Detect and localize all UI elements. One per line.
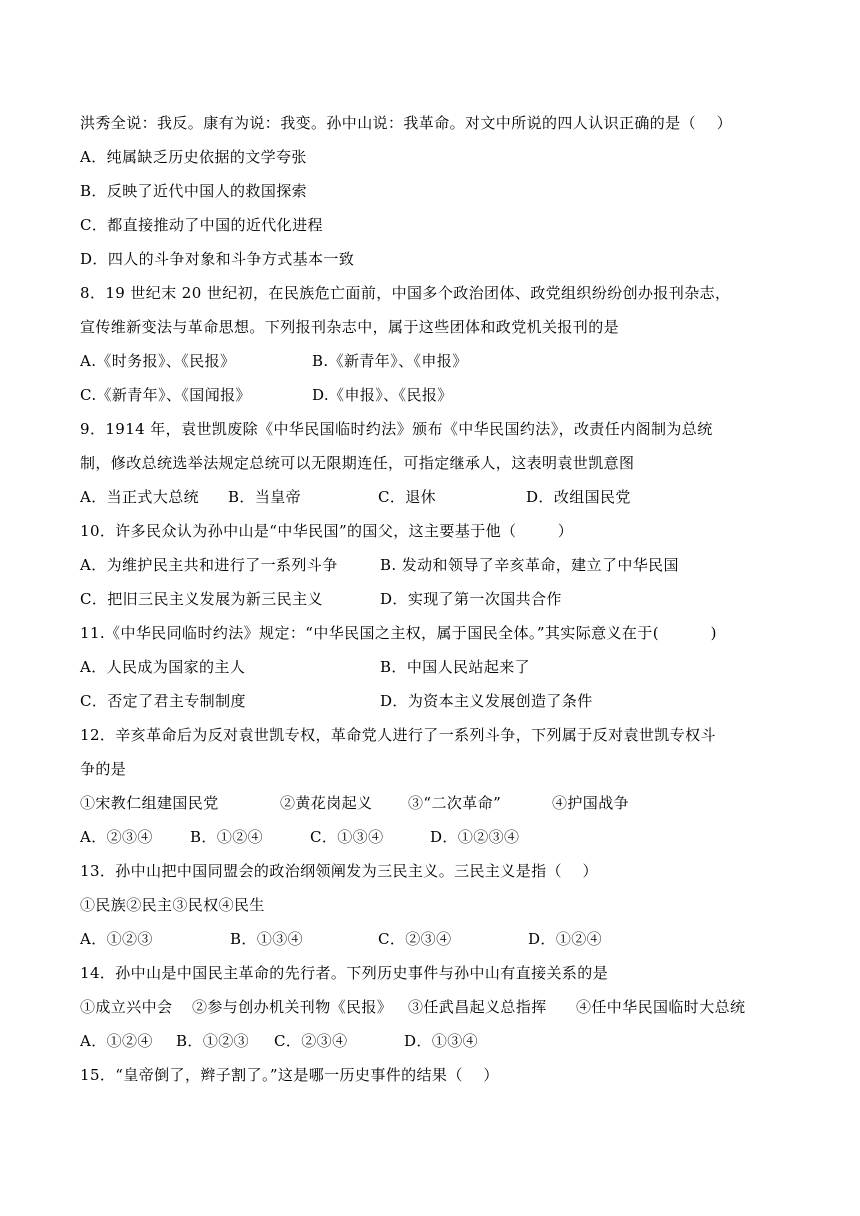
q7-option-d: D．四人的斗争对象和斗争方式基本一致 — [80, 250, 355, 268]
q12-option-a: A．②③④ — [80, 828, 153, 846]
q9-option-c: C．退休 — [378, 488, 437, 506]
q8-stem-line2: 宣传维新变法与革命思想。下列报刊杂志中，属于这些团体和政党机关报刊的是 — [80, 318, 620, 336]
q13-options-row — [80, 922, 788, 956]
q8-option-b: B.《新青年》、《申报》 — [312, 352, 468, 370]
q12-option-c: C．①③④ — [310, 828, 384, 846]
q10-stem: 10．许多民众认为孙中山是“中华民国”的国父，这主要基于他（ ） — [80, 522, 574, 540]
q7-stem: 洪秀全说：我反。康有为说：我变。孙中山说：我革命。对文中所说的四人认识正确的是（ ） — [80, 114, 733, 132]
q12-item-4: ④护国战争 — [552, 794, 630, 812]
q9-option-b: B．当皇帝 — [228, 488, 302, 506]
q12-option-b: B．①②④ — [190, 828, 264, 846]
q9-option-d: D．改组国民党 — [526, 488, 631, 506]
q9-option-a: A．当正式大总统 — [80, 488, 200, 506]
q11-options-row1 — [80, 650, 788, 684]
q10-option-c: C．把旧三民主义发展为新三民主义 — [80, 590, 323, 608]
q10-options-row2 — [80, 582, 788, 616]
q11-option-d: D．为资本主义发展创造了条件 — [380, 692, 593, 710]
q8-option-c: C.《新青年》、《国闻报》 — [80, 386, 251, 404]
q13-option-b: B．①③④ — [230, 930, 304, 948]
q14-item-1: ①成立兴中会 — [80, 998, 173, 1016]
q7-option-a: A．纯属缺乏历史依据的文学夸张 — [80, 148, 307, 166]
q8-option-d: D.《申报》、《民报》 — [312, 386, 453, 404]
q12-item-3: ③“二次革命” — [408, 794, 502, 812]
q10-option-a: A．为维护民主共和进行了一系列斗争 — [80, 556, 338, 574]
q7-option-b: B．反映了近代中国人的救国探索 — [80, 182, 308, 200]
q12-item-2: ②黄花岗起义 — [280, 794, 373, 812]
q14-options-row — [80, 1024, 788, 1058]
q14-option-a: A．①②④ — [80, 1032, 153, 1050]
q14-item-3: ③任武昌起义总指挥 — [408, 998, 547, 1016]
q13-option-a: A．①②③ — [80, 930, 153, 948]
q13-option-c: C．②③④ — [378, 930, 452, 948]
q8-options-row1 — [80, 344, 788, 378]
q11-option-a: A．人民成为国家的主人 — [80, 658, 246, 676]
q8-options-row2 — [80, 378, 788, 412]
q11-stem: 11.《中华民同临时约法》规定：“中华民国之主权，属于国民全体。”其实际意义在于( ) — [80, 624, 717, 642]
q14-option-c: C．②③④ — [274, 1032, 348, 1050]
q12-option-d: D．①②③④ — [430, 828, 520, 846]
q14-option-d: D．①③④ — [404, 1032, 479, 1050]
q9-options-row — [80, 480, 788, 514]
q14-option-b: B．①②③ — [176, 1032, 250, 1050]
q13-option-d: D．①②④ — [528, 930, 603, 948]
q9-stem-line1: 9．1914 年，袁世凯废除《中华民国临时约法》颁布《中华民国约法》，改责任内阁制为总统 — [80, 420, 713, 438]
q14-item-2: ②参与创办机关刊物《民报》 — [192, 998, 393, 1016]
q14-stem: 14．孙中山是中国民主革命的先行者。下列历史事件与孙中山有直接关系的是 — [80, 964, 609, 982]
q11-option-c: C．否定了君主专制制度 — [80, 692, 246, 710]
q10-option-d: D．实现了第一次国共合作 — [380, 590, 562, 608]
q13-items: ①民族②民主③民权④民生 — [80, 896, 265, 914]
q12-item-1: ①宋教仁组建国民党 — [80, 794, 219, 812]
q8-stem-line1: 8．19 世纪末 20 世纪初，在民族危亡面前，中国多个政治团体、政党组织纷纷创办报刊杂志， — [80, 284, 731, 302]
q9-stem-line2: 制，修改总统选举法规定总统可以无限期连任，可指定继承人，这表明袁世凯意图 — [80, 454, 635, 472]
q12-options-row — [80, 820, 788, 854]
q10-option-b: B. 发动和领导了辛亥革命，建立了中华民国 — [380, 556, 679, 574]
q11-option-b: B．中国人民站起来了 — [380, 658, 531, 676]
q11-options-row2 — [80, 684, 788, 718]
q14-item-4: ④任中华民国临时大总统 — [576, 998, 746, 1016]
q13-stem: 13．孙中山把中国同盟会的政治纲领阐发为三民主义。三民主义是指（ ） — [80, 862, 598, 880]
q12-items-row — [80, 786, 788, 820]
q12-stem-line2: 争的是 — [80, 760, 127, 778]
q15-stem: 15．“皇帝倒了，辫子割了。”这是哪一历史事件的结果（ ） — [80, 1066, 499, 1084]
q12-stem-line1: 12．辛亥革命后为反对袁世凯专权，革命党人进行了一系列斗争，下列属于反对袁世凯专权斗 — [80, 726, 716, 744]
q10-options-row1 — [80, 548, 788, 582]
q8-option-a: A.《时务报》、《民报》 — [80, 352, 236, 370]
q14-items-row — [80, 990, 788, 1024]
q7-option-c: C．都直接推动了中国的近代化进程 — [80, 216, 323, 234]
